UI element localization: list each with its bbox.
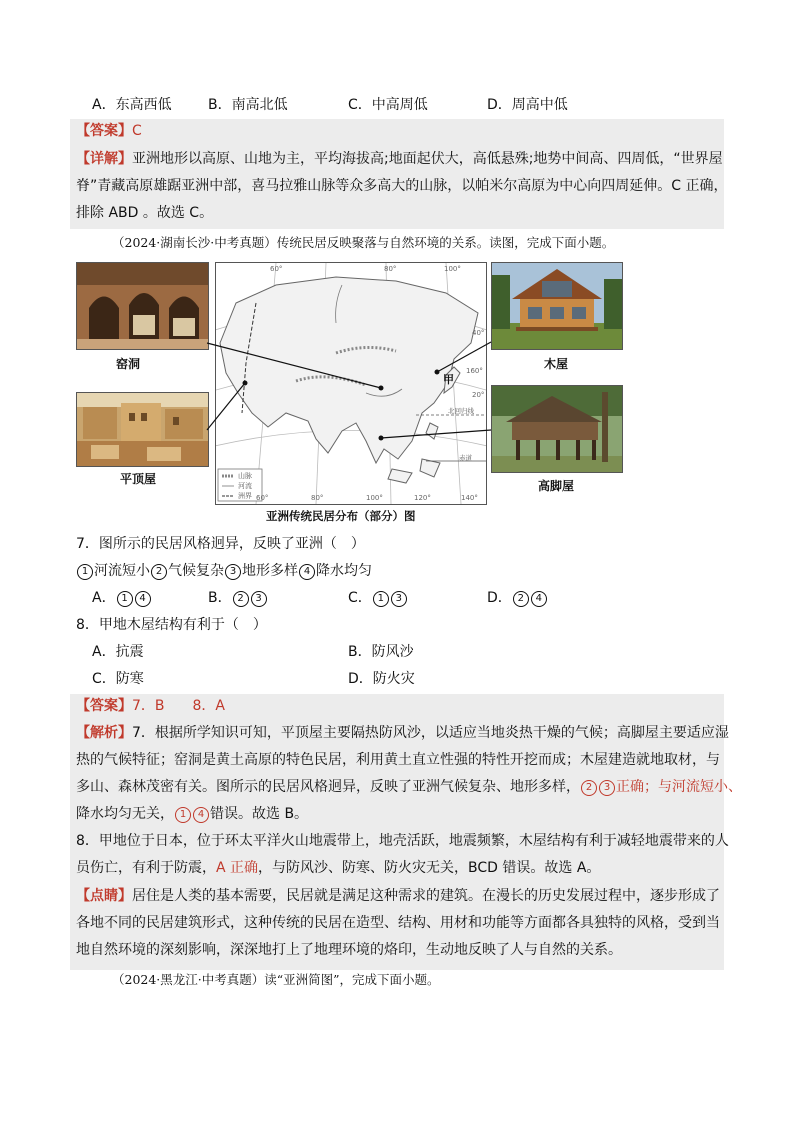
lon-bottom-4: 120°: [414, 494, 431, 502]
lat-right-1: 40°: [472, 329, 485, 337]
analysis-text-3: 多山、森林茂密有关。图所示的民居风格迥异，反映了亚洲气候复杂、地形多样，: [76, 779, 580, 795]
lon-bottom-2: 80°: [311, 494, 324, 502]
num-1: 1: [117, 591, 133, 607]
analysis-line-5: 8．甲地位于日本，位于环太平洋火山地震带上，地壳活跃，地震频繁，木屋结构有利于减轻地震带来的人: [76, 833, 729, 849]
num-3: 3: [251, 591, 267, 607]
answer-value: 7．B 8．A: [132, 698, 225, 714]
q7-a-label: A．: [92, 590, 116, 606]
q8-option-a: A．抗震: [92, 644, 144, 660]
analysis-text-1: 7．根据所学知识可知，平顶屋主要隔热防风沙，以适应当地炎热干燥的气候；高脚屋主要适应湿: [132, 725, 729, 741]
q7-stem: 7．图所示的民居风格迥异，反映了亚洲（ ）: [76, 536, 365, 552]
caption-pingdingwu: 平顶屋: [120, 472, 157, 486]
lon-top-2: 80°: [384, 265, 397, 273]
connector-lines: [0, 0, 794, 520]
analysis-tag: 【解析】: [76, 725, 132, 741]
num-2: 2: [581, 780, 597, 796]
q7-option-a: [92, 588, 152, 608]
label-tropic: 北回归线: [448, 407, 474, 415]
statement-1: 河流短小: [94, 563, 150, 579]
num-4: 4: [299, 564, 315, 580]
answer-tag: 【答案】: [76, 123, 132, 139]
q8-stem: 8．甲地木屋结构有利于（ ）: [76, 617, 267, 633]
label-jia: 甲: [443, 373, 454, 386]
option-a: A．东高西低: [92, 97, 172, 113]
q7-c-label: C．: [348, 590, 372, 606]
num-4: 4: [135, 591, 151, 607]
q7-option-b: [208, 588, 268, 608]
lat-right-2: 20°: [472, 391, 485, 399]
option-c: C．中高周低: [348, 97, 428, 113]
lon-bottom-1: 60°: [256, 494, 269, 502]
q8-option-b: B．防风沙: [348, 644, 414, 660]
num-2: 2: [233, 591, 249, 607]
num-4: 4: [531, 591, 547, 607]
source-note-2: （2024·黑龙江·中考真题）读“亚洲简图”，完成下面小题。: [112, 972, 440, 987]
statement-4: 降水均匀: [316, 563, 372, 579]
legend-river: 河流: [238, 482, 252, 490]
point-line-1: [76, 886, 720, 906]
statement-2: 气候复杂: [168, 563, 224, 579]
point-line-3: 地自然环境的深刻影响，深深地打上了地理环境的烙印，生动地反映了人与自然的关系。: [76, 942, 622, 958]
point-tag: 【点睛】: [76, 888, 132, 904]
q8-option-d: D．防火灾: [348, 671, 415, 687]
lon-right-1: 160°: [466, 367, 483, 375]
analysis-line-1: [76, 723, 729, 743]
analysis-line-2: 热的气候特征；窑洞是黄土高原的特色民居，利用黄土直立性强的特性开挖而成；木屋建造就地取材，与: [76, 752, 720, 768]
analysis-line-4: [76, 804, 308, 824]
figure-caption: 亚洲传统民居分布（部分）图: [266, 509, 416, 523]
detail-line-3: 排除 ABD 。故选 C。: [76, 205, 214, 221]
analysis-text-4a: 降水均匀无关，: [76, 806, 174, 822]
q7-statements: [76, 561, 372, 581]
num-2: 2: [513, 591, 529, 607]
answer-2: [76, 696, 225, 716]
point-line-2: 各地不同的民居建筑形式，这种传统的民居在造型、结构、用材和功能等方面都各具独特的风格，受到当: [76, 915, 720, 931]
source-note-1: （2024·湖南长沙·中考真题）传统民居反映聚落与自然环境的关系。读图，完成下面小题。: [112, 235, 615, 250]
lon-bottom-5: 140°: [461, 494, 478, 502]
q7-b-label: B．: [208, 590, 232, 606]
caption-gaojiaowu: 高脚屋: [538, 479, 575, 493]
lon-top-1: 60°: [270, 265, 283, 273]
q7-d-label: D．: [487, 590, 512, 606]
num-3: 3: [391, 591, 407, 607]
detail-tag: 【详解】: [76, 151, 132, 167]
num-1: 1: [77, 564, 93, 580]
num-3: 3: [225, 564, 241, 580]
label-equator: 赤道: [459, 454, 472, 462]
num-2: 2: [151, 564, 167, 580]
num-1: 1: [175, 807, 191, 823]
option-d: D．周高中低: [487, 97, 568, 113]
analysis-text-6c: ，与防风沙、防寒、防火灾无关，BCD 错误。故选 A。: [258, 860, 601, 876]
lon-top-3: 100°: [444, 265, 461, 273]
q8-option-c: C．防寒: [92, 671, 144, 687]
caption-muwu: 木屋: [544, 357, 569, 371]
num-1: 1: [373, 591, 389, 607]
q7-option-d: [487, 588, 548, 608]
detail-line-2: 脊”青藏高原雄踞亚洲中部，喜马拉雅山脉等众多高大的山脉，以帕米尔高原为中心向四周延伸。C 正确，: [76, 178, 728, 194]
caption-yaodong: 窑洞: [116, 357, 141, 371]
num-4: 4: [193, 807, 209, 823]
point-text-1: 居住是人类的基本需要，民居就是满足这种需求的建筑。在漫长的历史发展过程中，逐步形成了: [132, 888, 720, 904]
answer-value: C: [132, 123, 142, 139]
analysis-text-4b: 错误。故选 B。: [210, 806, 309, 822]
q7-option-c: [348, 588, 408, 608]
lon-bottom-3: 100°: [366, 494, 383, 502]
detail-text-1: 亚洲地形以高原、山地为主，平均海拔高;地面起伏大，高低悬殊;地势中间高、四周低，“世界屋: [132, 151, 723, 167]
option-b: B．南高北低: [208, 97, 288, 113]
analysis-text-6a: 员伤亡，有利于防震，: [76, 860, 216, 876]
analysis-text-3b: 正确；与河流短小、: [616, 779, 742, 795]
legend-mountain: 山脉: [238, 472, 252, 480]
analysis-text-6b: A 正确: [216, 860, 259, 876]
analysis-line-6: [76, 858, 600, 878]
legend-border: 洲界: [238, 492, 252, 500]
analysis-line-3: [76, 777, 742, 797]
num-3: 3: [599, 780, 615, 796]
statement-3: 地形多样: [242, 563, 298, 579]
answer-tag: 【答案】: [76, 698, 132, 714]
